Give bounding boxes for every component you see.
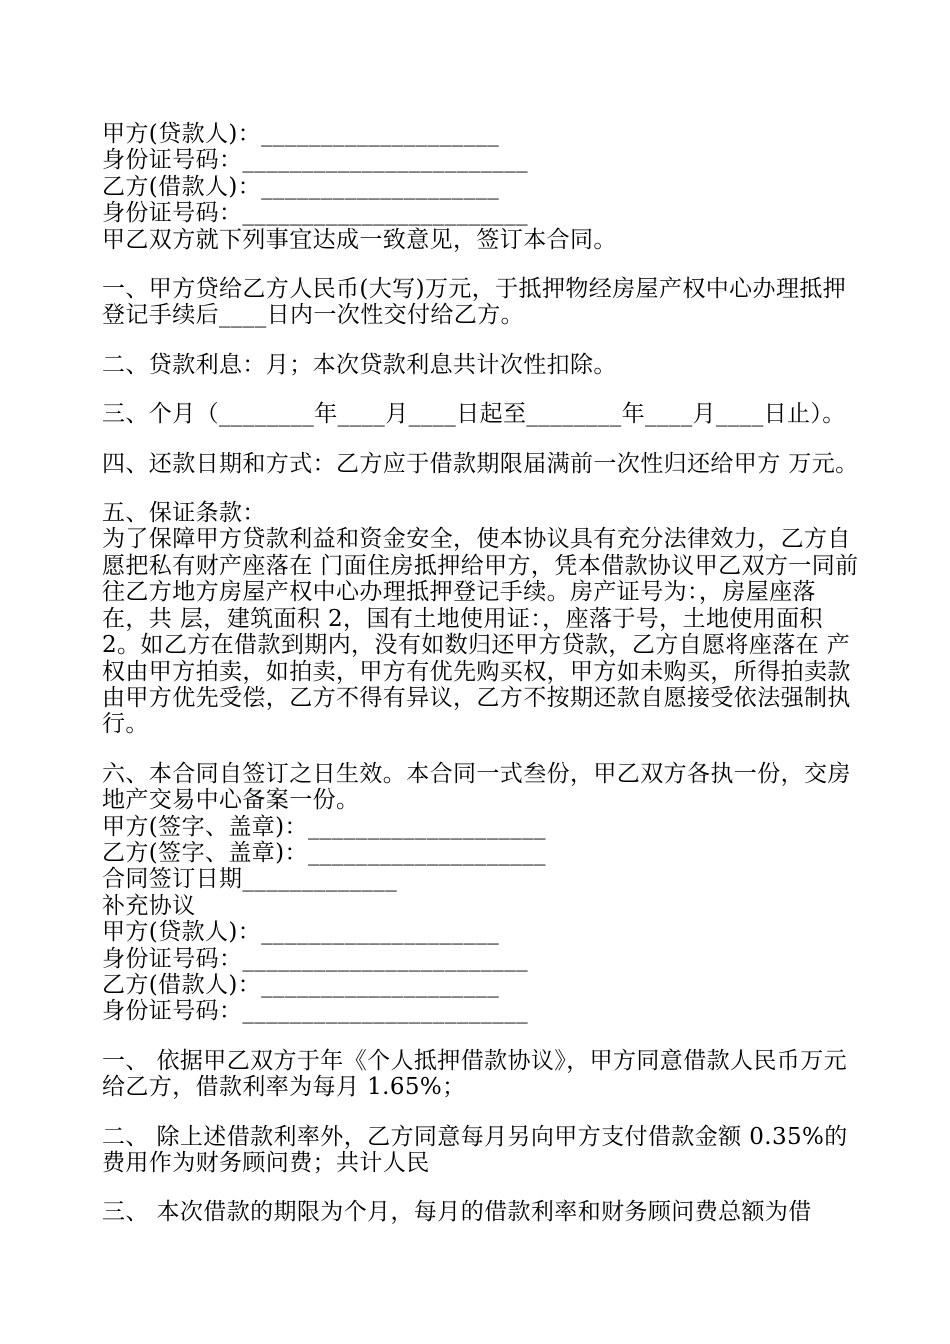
clause-4: 四、还款日期和方式：乙方应于借款期限届满前一次性归还给甲方 万元。 [102, 450, 859, 477]
clause-6: 六、本合同自签订之日生效。本合同一式叁份，甲乙双方各执一份，交房地产交易中心备案一份。 [102, 760, 851, 814]
supp-clause-1: 一、 依据甲乙双方于年《个人抵押借款协议》，甲方同意借款人民币万元给乙方，借款利率为每月 1.65%； [102, 1047, 848, 1101]
borrower-field: 乙方(借款人)：____________________ [102, 173, 500, 200]
clause-5-title: 五、保证条款： [102, 500, 266, 527]
supplement-title: 补充协议 [102, 892, 196, 919]
lender-field: 甲方(贷款人)：____________________ [102, 121, 500, 147]
supp-borrower-id-field: 身份证号码：________________________ [102, 998, 528, 1025]
supp-lender-field: 甲方(贷款人)：____________________ [102, 919, 500, 946]
contract-page [102, 121, 862, 1226]
supp-clause-3: 三、 本次借款的期限为个月，每月的借款利率和财务顾问费总额为借 [102, 1199, 812, 1226]
signing-date-field: 合同签订日期_____________ [102, 866, 398, 893]
clause-1: 一、甲方贷给乙方人民币(大写)万元，于抵押物经房屋产权中心办理抵押登记手续后____日内一次性交付给乙方。 [102, 276, 847, 329]
lender-id-field: 身份证号码：________________________ [102, 147, 528, 174]
borrower-signature-field: 乙方(签字、盖章)：____________________ [102, 839, 546, 866]
borrower-id-field: 身份证号码：________________________ [102, 200, 528, 227]
supp-borrower-field: 乙方(借款人)：____________________ [102, 971, 500, 998]
clause-3: 三、个月（________年____月____日起至________年____月____日止）。 [102, 401, 846, 428]
intro-text: 甲乙双方就下列事宜达成一致意见，签订本合同。 [102, 226, 617, 253]
clause-2: 二、贷款利息：月；本次贷款利息共计次性扣除。 [102, 351, 617, 378]
clause-5-body: 为了保障甲方贷款利益和资金安全，使本协议具有充分法律效力，乙方自愿把私有财产座落在 门面住房抵押给甲方，凭本借款协议甲乙双方一同前往乙方地方房屋产权中心办理抵押登记手续。房产证号为：，房屋座落在，共 层，建筑面积 2，国有土地使用证：，座落于号，土地使用面积 2。如乙方在借款到期内，没有如数归还甲方贷款，乙方自愿将座落在 产权由甲方拍卖，如拍卖，甲方有优先购买权，甲方如未购买，所得拍卖款由甲方优先受偿，乙方不得有异议，乙方不按期还款自愿接受依法强制执行。 [102, 526, 859, 738]
supp-clause-2: 二、 除上述借款利率外，乙方同意每月另向甲方支付借款金额 0.35%的费用作为财务顾问费；共计人民 [102, 1123, 848, 1176]
supp-lender-id-field: 身份证号码：________________________ [102, 945, 528, 972]
lender-signature-field: 甲方(签字、盖章)：____________________ [102, 813, 546, 840]
